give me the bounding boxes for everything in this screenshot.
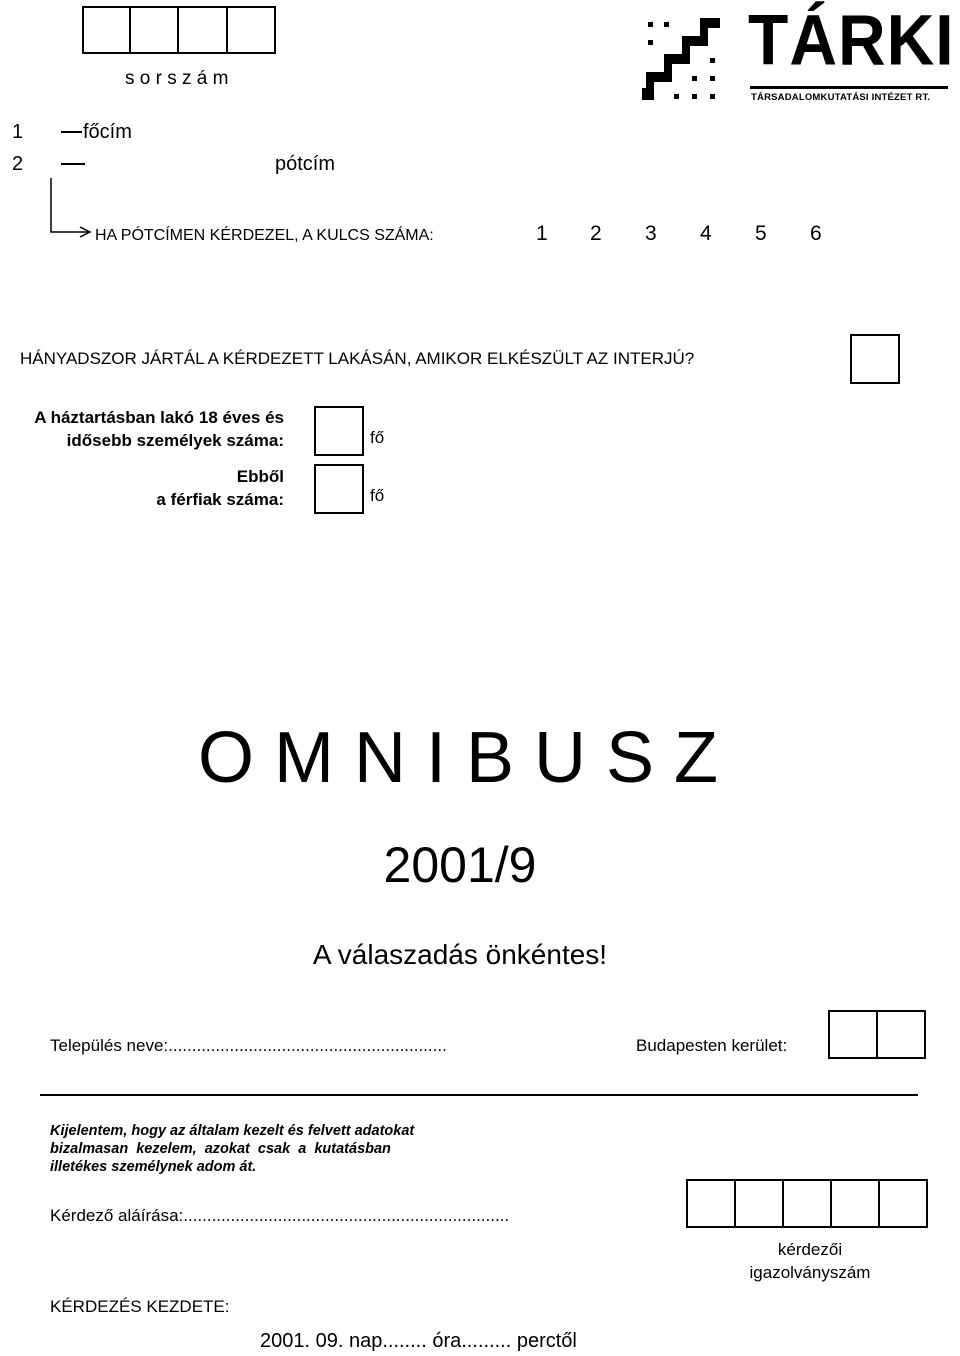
id-box-3[interactable] — [782, 1179, 832, 1228]
section-divider — [40, 1094, 918, 1096]
men-label-line2: a férfiak száma: — [156, 490, 284, 509]
declaration-line3: illetékes személynek adom át. — [50, 1159, 257, 1175]
id-box-5[interactable] — [878, 1179, 928, 1228]
tarki-logo — [640, 0, 955, 108]
district-box-2[interactable] — [876, 1010, 926, 1059]
kulcs-value-1[interactable]: 1 — [536, 222, 548, 245]
district-box-1[interactable] — [828, 1010, 878, 1059]
declaration-line2: bizalmasan kezelem, azokat csak a kutatásban — [50, 1141, 391, 1157]
settlement-label[interactable]: Település neve:........................................................... — [50, 1036, 447, 1055]
survey-issue: 2001/9 — [383, 837, 537, 893]
id-label-line2: igazolványszám — [749, 1263, 871, 1282]
start-datetime[interactable]: 2001. 09. nap........ óra......... perctől — [260, 1330, 577, 1352]
kulcs-value-5[interactable]: 5 — [755, 222, 767, 245]
signature-label[interactable]: Kérdező aláírása:..................................................................... — [50, 1206, 510, 1225]
survey-title: O M N I B U S Z — [197, 718, 719, 798]
kulcs-label: HA PÓTCÍMEN KÉRDEZEL, A KULCS SZÁMA: — [95, 227, 434, 244]
id-box-2[interactable] — [734, 1179, 784, 1228]
potc-number: 2 — [12, 153, 24, 175]
declaration-line1: Kijelentem, hogy az általam kezelt és felvett adatokat — [50, 1123, 415, 1139]
sorszam-box-1[interactable] — [82, 6, 131, 54]
tarki-logo-underline — [750, 86, 948, 89]
sorszam-box-4[interactable] — [226, 6, 276, 54]
sorszam-label: s o r s z á m — [125, 68, 229, 89]
foc-label: főcím — [83, 121, 132, 143]
kulcs-arrow-icon — [44, 176, 92, 240]
tarki-stairs-icon — [640, 8, 730, 108]
potc-label: pótcím — [275, 153, 336, 175]
adults-count-box[interactable] — [314, 406, 364, 456]
foc-number: 1 — [12, 121, 24, 143]
kulcs-value-6[interactable]: 6 — [810, 222, 822, 245]
kulcs-value-2[interactable]: 2 — [590, 222, 602, 245]
adults-label-line2: idősebb személyek száma: — [66, 431, 284, 450]
district-label: Budapesten kerület: — [636, 1036, 788, 1055]
sorszam-box-2[interactable] — [129, 6, 179, 54]
men-label-line1: Ebből — [236, 467, 284, 486]
visit-question: HÁNYADSZOR JÁRTÁL A KÉRDEZETT LAKÁSÁN, AMIKOR ELKÉSZÜLT AZ INTERJÚ? — [20, 349, 695, 368]
men-unit: fő — [370, 486, 385, 505]
foc-line — [61, 131, 82, 133]
start-label: KÉRDEZÉS KEZDETE: — [50, 1297, 230, 1316]
id-label-line1: kérdezői — [777, 1240, 843, 1259]
id-box-1[interactable] — [686, 1179, 736, 1228]
kulcs-value-3[interactable]: 3 — [645, 222, 657, 245]
potc-line — [61, 163, 85, 165]
adults-label-line1: A háztartásban lakó 18 éves és — [34, 408, 284, 427]
kulcs-value-4[interactable]: 4 — [700, 222, 712, 245]
tarki-logo-name: TÁRKI — [748, 0, 955, 80]
visit-count-box[interactable] — [850, 334, 900, 384]
men-count-box[interactable] — [314, 464, 364, 514]
voluntary-note: A válaszadás önkéntes! — [312, 939, 608, 970]
id-box-4[interactable] — [830, 1179, 880, 1228]
tarki-logo-subtitle: TÁRSADALOMKUTATÁSI INTÉZET RT. — [751, 92, 931, 103]
sorszam-box-3[interactable] — [177, 6, 228, 54]
adults-unit: fő — [370, 428, 385, 447]
